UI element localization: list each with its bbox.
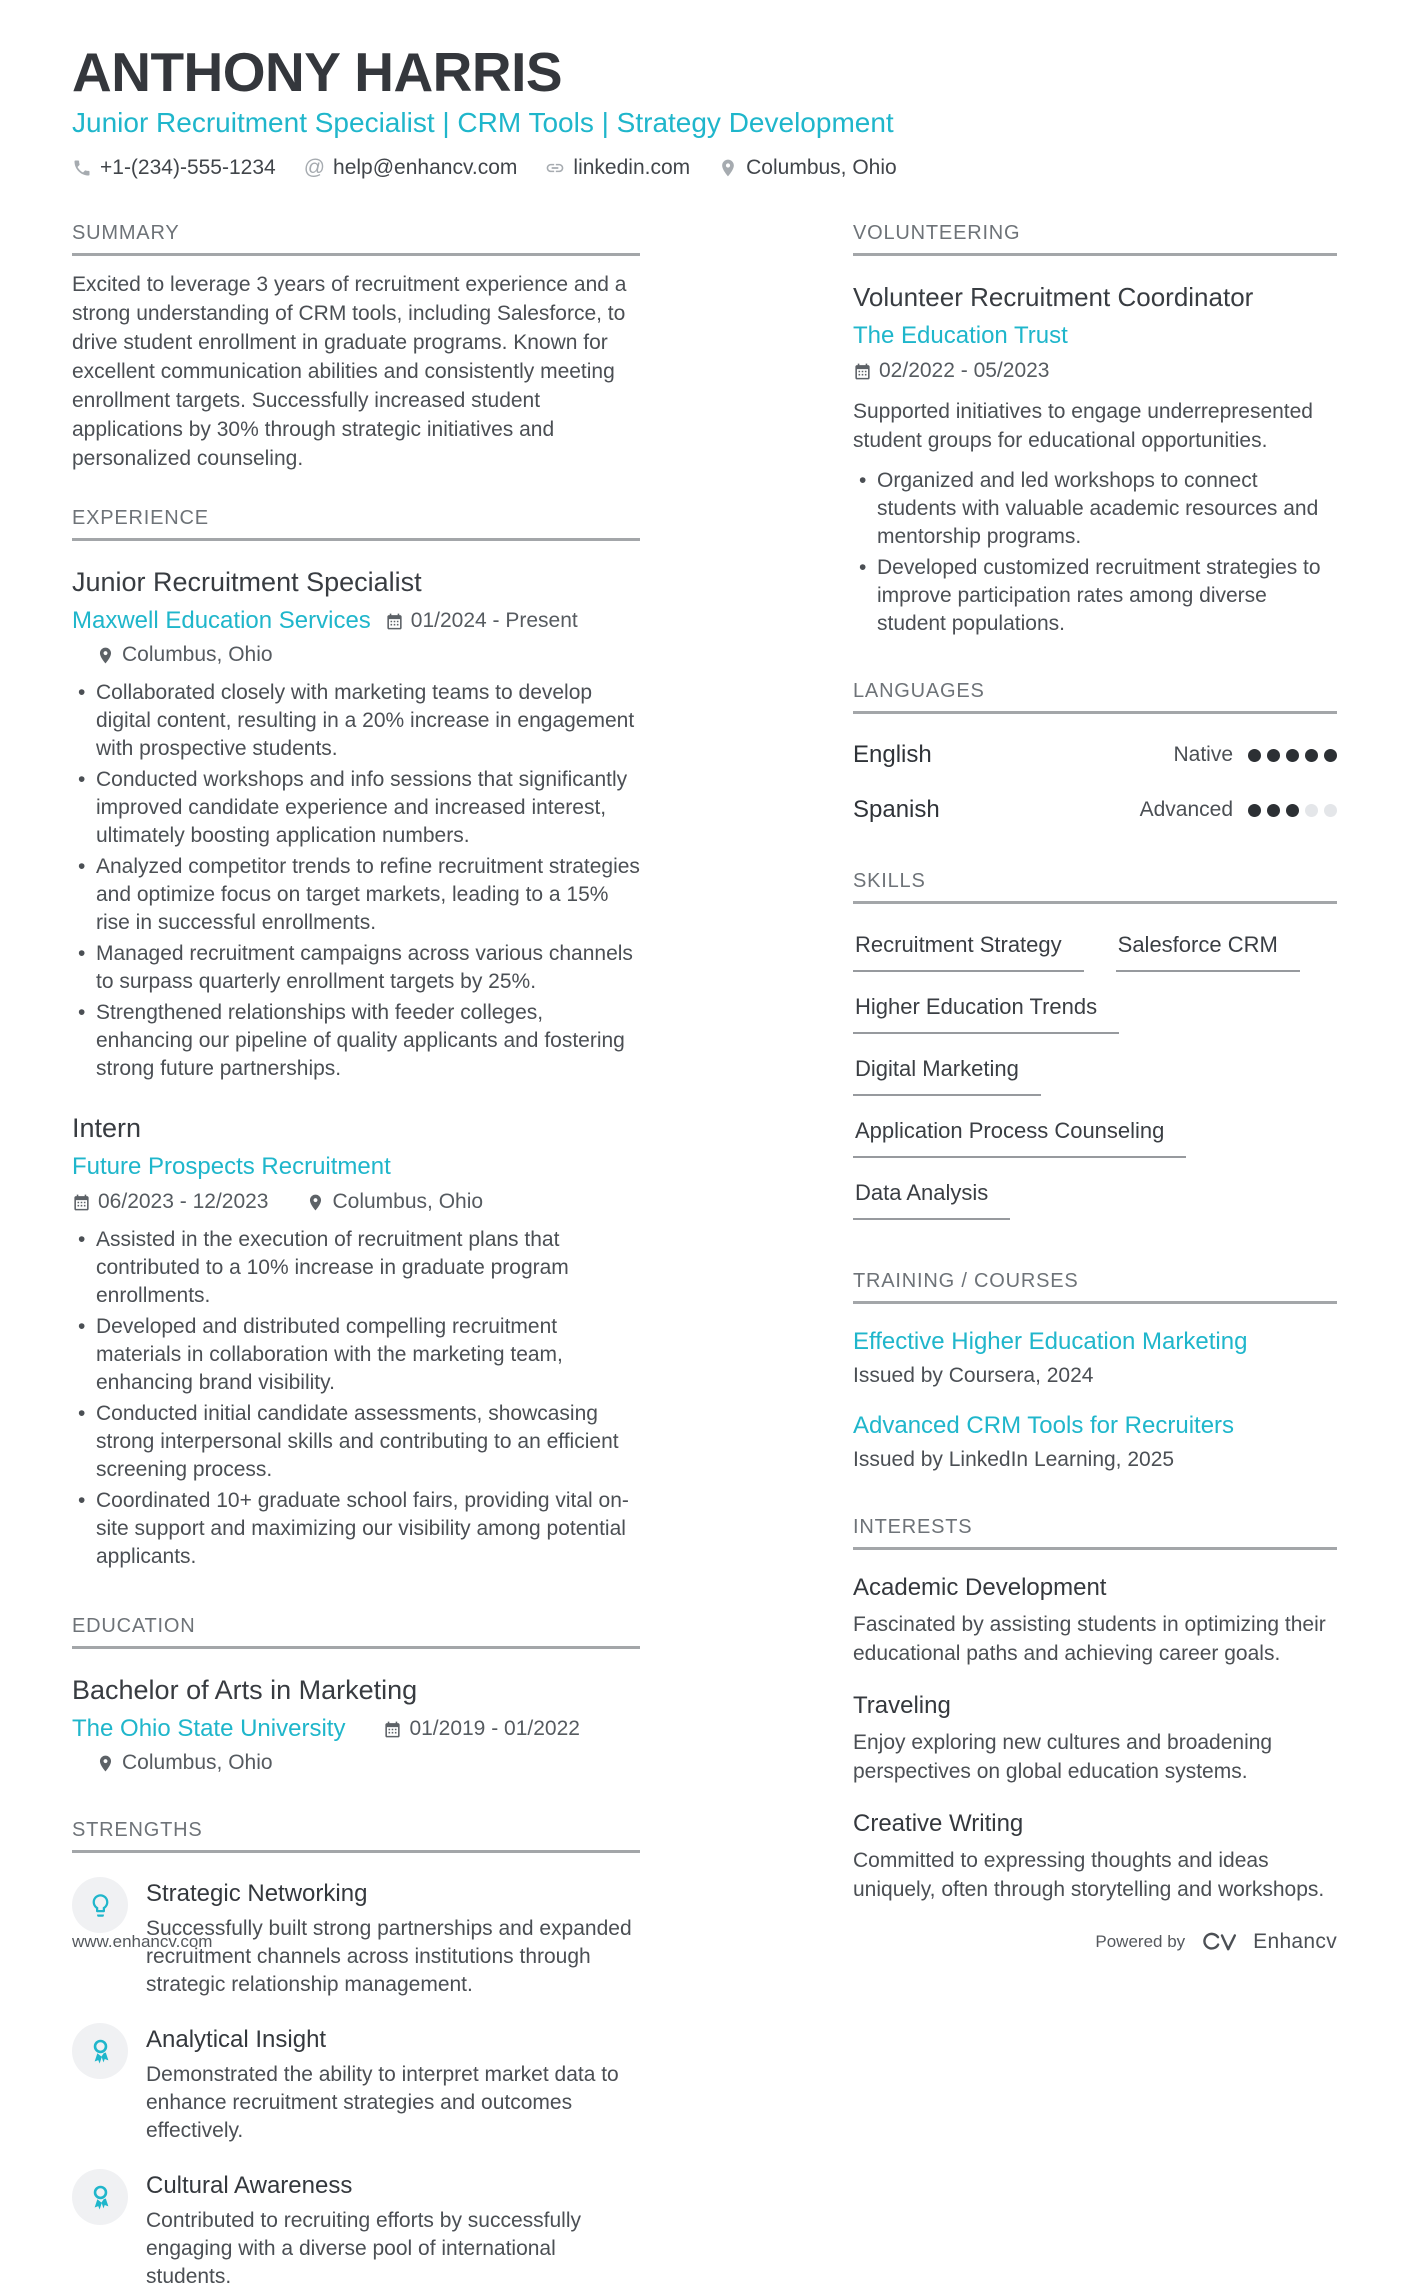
level-dot-filled <box>1248 804 1261 817</box>
interest-text: Committed to expressing thoughts and ideas uniquely, often through storytelling and workshops. <box>853 1849 1325 1902</box>
job-location <box>306 1190 483 1214</box>
calendar-icon <box>72 1193 91 1212</box>
volunteering-meta-row <box>853 359 1337 383</box>
contact-linkedin[interactable] <box>545 156 690 180</box>
job-meta-row <box>72 1190 640 1214</box>
job-location-text: Columbus, Ohio <box>122 643 273 667</box>
job-bullet: • Conducted workshops and info sessions that significantly improved candidate experience and increased interest, ultimately boosting application numbers. <box>96 766 640 850</box>
candidate-headline: Junior Recruitment Specialist | CRM Tools | Strategy Development <box>72 107 894 139</box>
contact-email-text: help@enhancv.com <box>333 156 518 180</box>
volunteering-dates-text: 02/2022 - 05/2023 <box>879 359 1050 383</box>
interest-title: Creative Writing <box>853 1810 1024 1838</box>
skill-tag: Recruitment Strategy <box>853 932 1084 972</box>
education-location-text: Columbus, Ohio <box>122 1751 273 1775</box>
education-dates <box>383 1717 579 1741</box>
level-dot-filled <box>1305 749 1318 762</box>
skill-tag: Salesforce CRM <box>1116 932 1300 972</box>
resume-columns <box>72 222 1337 2291</box>
course-issuer: Issued by Coursera, 2024 <box>853 1364 1094 1388</box>
volunteering-heading: VOLUNTEERING <box>853 222 1337 256</box>
location-icon <box>306 1193 325 1212</box>
contact-email[interactable] <box>304 156 518 180</box>
language-row <box>853 796 1337 824</box>
education-heading: EDUCATION <box>72 1615 640 1649</box>
level-dot-filled <box>1324 749 1337 762</box>
level-dot-filled <box>1286 804 1299 817</box>
job-bullet: • Coordinated 10+ graduate school fairs, providing vital on-site support and maximizing our visibility among potential applicants. <box>96 1487 640 1571</box>
school-link[interactable]: The Ohio State University <box>72 1715 346 1743</box>
right-column <box>853 222 1337 2291</box>
page-footer <box>72 1929 1337 1955</box>
summary-section <box>72 222 640 473</box>
strength-text: Demonstrated the ability to interpret market data to enhance recruitment strategies and outcomes effectively. <box>146 2063 619 2143</box>
language-level-group <box>1140 798 1337 822</box>
contact-phone <box>72 156 276 180</box>
volunteering-bullet: • Organized and led workshops to connect students with valuable academic resources and mentorship programs. <box>877 467 1337 551</box>
medal-icon <box>72 2169 128 2225</box>
education-dates-text: 01/2019 - 01/2022 <box>409 1717 580 1741</box>
level-dot-filled <box>1267 749 1280 762</box>
job-title: Intern <box>72 1113 142 1144</box>
job-bullet: • Strengthened relationships with feeder colleges, enhancing our pipeline of quality applicants and fostering strong future partnerships. <box>96 999 640 1083</box>
experience-item <box>72 567 640 1083</box>
volunteering-bullets <box>853 467 1337 638</box>
powered-by-label: Powered by <box>1095 1932 1186 1951</box>
strength-title: Cultural Awareness <box>146 2172 353 2200</box>
contact-phone-text: +1-(234)-555-1234 <box>100 156 276 180</box>
company-link[interactable]: Future Prospects Recruitment <box>72 1153 391 1181</box>
job-dates-text: 06/2023 - 12/2023 <box>98 1190 269 1214</box>
strength-content <box>146 2169 640 2291</box>
level-dot-empty <box>1305 804 1318 817</box>
enhancv-brand-name: Enhancv <box>1253 1930 1337 1953</box>
volunteer-role: Volunteer Recruitment Coordinator <box>853 282 1254 313</box>
job-location <box>96 643 273 667</box>
training-heading: TRAINING / COURSES <box>853 1270 1337 1304</box>
job-meta-row <box>72 607 640 667</box>
location-icon <box>96 1754 115 1773</box>
course-title-link[interactable]: Effective Higher Education Marketing <box>853 1328 1248 1356</box>
volunteering-description: Supported initiatives to engage underrepresented student groups for educational opportunities. <box>853 400 1313 453</box>
volunteering-bullet: • Developed customized recruitment strategies to improve participation rates among diverse student populations. <box>877 554 1337 638</box>
organization-link[interactable]: The Education Trust <box>853 322 1068 350</box>
education-meta-row <box>72 1715 640 1775</box>
interest-title: Traveling <box>853 1692 951 1720</box>
summary-text: Excited to leverage 3 years of recruitment experience and a strong understanding of CRM tools, including Salesforce, to drive student enrollment in graduate programs. Known for excellent communication abilities and consistently meeting enrollment targets. Successfully increased student applications by 30% through strategic initiatives and personalized counseling. <box>72 273 627 471</box>
job-bullet: • Managed recruitment campaigns across various channels to surpass quarterly enrollment targets by 25%. <box>96 940 640 996</box>
powered-by-group[interactable] <box>1095 1929 1337 1955</box>
skills-list <box>853 932 1337 1220</box>
job-dates <box>385 609 578 633</box>
language-level-label: Advanced <box>1139 798 1233 822</box>
job-bullet: • Assisted in the execution of recruitment plans that contributed to a 10% increase in graduate program enrollments. <box>96 1226 640 1310</box>
interest-item <box>853 1810 1337 1904</box>
interests-section <box>853 1516 1337 1904</box>
course-title-link[interactable]: Advanced CRM Tools for Recruiters <box>853 1412 1235 1440</box>
strengths-heading: STRENGTHS <box>72 1819 640 1853</box>
languages-section <box>853 680 1337 824</box>
experience-item <box>72 1113 640 1571</box>
job-bullet: • Collaborated closely with marketing teams to develop digital content, resulting in a 20% increase in engagement with prospective students. <box>96 679 640 763</box>
email-icon: @ <box>303 156 326 180</box>
strength-item <box>72 2169 640 2291</box>
interest-text: Fascinated by assisting students in optimizing their educational paths and achieving career goals. <box>853 1613 1326 1666</box>
job-bullet: • Developed and distributed compelling recruitment materials in collaboration with the marketing team, enhancing brand visibility. <box>96 1313 640 1397</box>
level-dot-filled <box>1267 804 1280 817</box>
skills-section <box>853 870 1337 1220</box>
interest-item <box>853 1574 1337 1668</box>
location-icon <box>96 646 115 665</box>
language-level-dots <box>1248 749 1337 762</box>
skills-heading: SKILLS <box>853 870 1337 904</box>
contact-location <box>718 156 897 180</box>
language-name: English <box>853 741 932 769</box>
medal-icon <box>72 2023 128 2079</box>
job-bullet: • Conducted initial candidate assessments, showcasing strong interpersonal skills and contributing to an efficient screening process. <box>96 1400 640 1484</box>
volunteering-section <box>853 222 1337 638</box>
website-link[interactable]: www.enhancv.com <box>72 1932 213 1951</box>
skill-tag: Data Analysis <box>853 1180 1010 1220</box>
course-item <box>853 1328 1337 1388</box>
calendar-icon <box>385 612 404 631</box>
interest-item <box>853 1692 1337 1786</box>
language-level-group <box>1173 743 1337 767</box>
strength-text: Contributed to recruiting efforts by successfully engaging with a diverse pool of international students. <box>146 2209 581 2289</box>
interest-text: Enjoy exploring new cultures and broadening perspectives on global education systems. <box>853 1731 1273 1784</box>
contact-linkedin-text: linkedin.com <box>573 156 691 180</box>
skill-tag: Application Process Counseling <box>853 1118 1186 1158</box>
language-name: Spanish <box>853 796 940 824</box>
location-icon <box>718 158 738 178</box>
candidate-name: ANTHONY HARRIS <box>72 41 563 103</box>
language-row <box>853 741 1337 769</box>
level-dot-filled <box>1248 749 1261 762</box>
course-issuer: Issued by LinkedIn Learning, 2025 <box>853 1448 1175 1472</box>
phone-icon <box>72 158 92 178</box>
language-level-label: Native <box>1173 743 1233 767</box>
job-location-text: Columbus, Ohio <box>332 1190 484 1214</box>
job-dates <box>72 1190 268 1214</box>
left-column <box>72 222 640 2291</box>
strength-content <box>146 2023 640 2145</box>
strength-item <box>72 2023 640 2145</box>
skill-tag: Digital Marketing <box>853 1056 1041 1096</box>
strength-title: Analytical Insight <box>146 2026 327 2054</box>
interests-heading: INTERESTS <box>853 1516 1337 1550</box>
link-icon <box>545 158 565 178</box>
experience-heading: EXPERIENCE <box>72 507 640 541</box>
job-bullets <box>72 1226 640 1571</box>
job-bullets <box>72 679 640 1083</box>
experience-section <box>72 507 640 1571</box>
contact-row <box>72 156 1337 180</box>
level-dot-filled <box>1286 749 1299 762</box>
language-level-dots <box>1248 804 1337 817</box>
calendar-icon <box>383 1720 402 1739</box>
contact-location-text: Columbus, Ohio <box>746 156 897 180</box>
job-bullet: • Analyzed competitor trends to refine recruitment strategies and optimize focus on target markets, leading to a 15% rise in successful enrollments. <box>96 853 640 937</box>
calendar-icon <box>853 362 872 381</box>
resume-header <box>72 41 1337 180</box>
education-section <box>72 1615 640 1775</box>
training-section <box>853 1270 1337 1472</box>
languages-heading: LANGUAGES <box>853 680 1337 714</box>
strength-title: Strategic Networking <box>146 1880 368 1908</box>
education-location <box>96 1751 273 1775</box>
lightbulb-icon <box>72 1877 128 1933</box>
level-dot-empty <box>1324 804 1337 817</box>
interest-title: Academic Development <box>853 1574 1107 1602</box>
course-item <box>853 1412 1337 1472</box>
job-dates-text: 01/2024 - Present <box>410 609 578 633</box>
enhancv-logo-icon <box>1197 1929 1241 1955</box>
summary-heading: SUMMARY <box>72 222 640 256</box>
skill-tag: Higher Education Trends <box>853 994 1119 1034</box>
strengths-section <box>72 1819 640 2291</box>
strength-text: Successfully built strong partnerships and expanded recruitment channels across institutions through strategic relationship management. <box>146 1917 632 1997</box>
volunteering-dates <box>853 359 1049 383</box>
degree-title: Bachelor of Arts in Marketing <box>72 1675 418 1706</box>
job-title: Junior Recruitment Specialist <box>72 567 422 598</box>
company-link[interactable]: Maxwell Education Services <box>72 607 371 635</box>
